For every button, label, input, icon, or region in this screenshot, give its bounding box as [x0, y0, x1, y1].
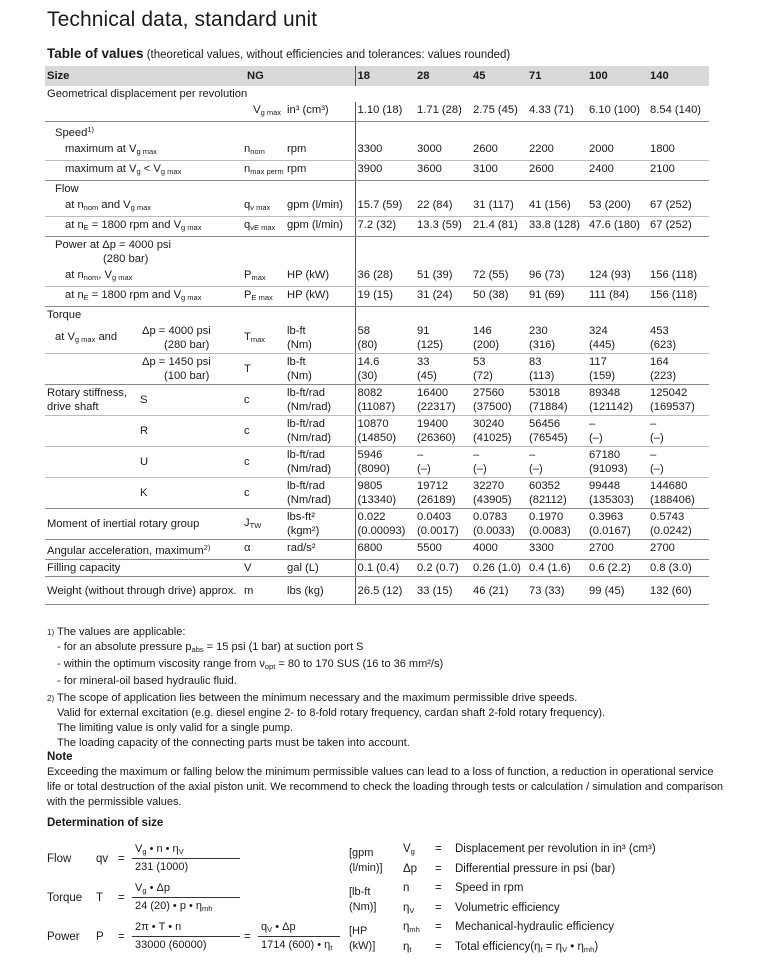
footnote-1-line: - within the optimum viscosity range from $\nu_{opt} = 80$ to 170 SUS (16 to 36 mm²/s): [57, 658, 444, 671]
table-row: [45, 307, 709, 324]
table-row: [45, 323, 709, 354]
row-unit: HP (kW): [285, 287, 355, 307]
power-equals-2: =: [244, 931, 251, 943]
table-row: [45, 416, 709, 447]
legend-symbol: Δp: [403, 862, 418, 875]
table-row: [45, 540, 709, 560]
speed-cell: 3300: [355, 141, 415, 161]
legend-symbol: $\eta_{mh}$: [403, 921, 420, 934]
table-row: [45, 102, 709, 122]
row-symbol: $n_{max perm}$: [242, 161, 285, 181]
table-row: [45, 447, 709, 478]
footnote-1-number: 1): [47, 628, 55, 637]
stiff-cell: – (–): [648, 416, 709, 447]
power-unit-2: (kW)]: [349, 940, 376, 952]
power-label: Power: [47, 931, 80, 943]
table-row: [45, 141, 709, 161]
legend-text: Differential pressure in psi (bar): [455, 862, 616, 875]
flow2-cell: 21.4 (81): [471, 217, 527, 237]
disp-cell: 6.10 (100): [587, 102, 648, 122]
stiff-cell: 10870 (14850): [355, 416, 415, 447]
empty: [355, 181, 709, 198]
footnote-2-line: The limiting value is only valid for a single pump.: [57, 722, 294, 734]
torque1-cell: 453 (623): [648, 323, 709, 354]
legend-text: Speed in rpm: [455, 882, 524, 894]
flow-equals: =: [118, 853, 125, 865]
table-row: [45, 217, 709, 237]
power-fraction-1: [132, 921, 240, 951]
page-title: Technical data, standard unit: [47, 8, 318, 31]
accel-cell: 2700: [648, 540, 709, 560]
legend-symbol: $\eta_t$: [403, 940, 412, 954]
header-size-col: 100: [587, 66, 648, 86]
header-size: Size: [45, 66, 242, 86]
table-row: [45, 122, 709, 142]
flow1-cell: 22 (84): [415, 197, 471, 217]
torque1-cell: 324 (445): [587, 323, 648, 354]
power-fraction-2: [258, 921, 340, 952]
table-row: [45, 197, 709, 217]
shaft-letter: R: [130, 416, 242, 447]
stiff-cell: 19400 (26360): [415, 416, 471, 447]
stiff-cell: – (–): [527, 447, 587, 478]
row-symbol: α: [242, 540, 285, 560]
power1-cell: 72 (55): [471, 267, 527, 287]
row-label: [45, 447, 130, 478]
stiff-cell: 125042 (169537): [648, 385, 709, 416]
speed-cell: 2000: [587, 141, 648, 161]
header-size-col: 45: [471, 66, 527, 86]
subtitle-bold: Table of values: [47, 46, 144, 61]
torque1-cell: 58 (80): [355, 323, 415, 354]
torque-label: Torque: [47, 892, 83, 904]
legend-item: n = Speed in rpm: [403, 882, 524, 894]
weight-cell: 132 (60): [648, 577, 709, 605]
row-label: at $n_E = 1800$ rpm and $V_{g max}$: [45, 287, 242, 307]
subtitle-note: (theoretical values, without efficiencies and tolerances: values rounded): [143, 49, 511, 61]
row-unit: lb-ft (Nm): [285, 323, 355, 354]
values-table: [45, 66, 709, 605]
row-unit: HP (kW): [285, 267, 355, 287]
power-denominator-2: 1714 (600) • $\eta_t$: [261, 939, 333, 952]
stiff-cell: 8082 (11087): [355, 385, 415, 416]
disp-cell: 4.33 (71): [527, 102, 587, 122]
stiff-cell: 16400 (22317): [415, 385, 471, 416]
accel-cell: 3300: [527, 540, 587, 560]
power2-cell: 156 (118): [648, 287, 709, 307]
fill-cell: 0.1 (0.4): [355, 560, 415, 577]
stiff-cell: 30240 (41025): [471, 416, 527, 447]
row-label: Rotary stiffness, drive shaft: [45, 385, 130, 416]
speed-cell: 2600: [471, 141, 527, 161]
row-label: Angular acceleration, maximum$^{2)}$: [45, 540, 242, 560]
power1-cell: 96 (73): [527, 267, 587, 287]
shaft-letter: U: [130, 447, 242, 478]
fraction-bar: [132, 858, 240, 859]
inertia-cell: 0.0403 (0.0017): [415, 509, 471, 540]
torque2-cell: 14.6 (30): [355, 354, 415, 385]
header-size-col: 140: [648, 66, 709, 86]
stiff-cell: 32270 (43905): [471, 478, 527, 509]
power2-cell: 19 (15): [355, 287, 415, 307]
row-unit: lb-ft/rad (Nm/rad): [285, 478, 355, 509]
row-unit: lbs-ft² (kgm²): [285, 509, 355, 540]
row-label: Δp = 4000 psi (280 bar): [130, 323, 242, 354]
table-row: [45, 385, 709, 416]
stiff-cell: 99448 (135303): [587, 478, 648, 509]
speed2-cell: 2600: [527, 161, 587, 181]
footnote-2-line: The scope of application lies between the minimum necessary and the maximum permissible drive speeds.: [57, 692, 578, 704]
stiff-cell: – (–): [648, 447, 709, 478]
speed-cell: 3000: [415, 141, 471, 161]
row-label: Weight (without through drive) approx.: [45, 577, 242, 605]
flow-denominator: 231 (1000): [135, 861, 189, 873]
torque2-cell: 33 (45): [415, 354, 471, 385]
footnote-2: [47, 691, 605, 751]
inertia-cell: 0.3963 (0.0167): [587, 509, 648, 540]
flow-numerator: $V_g$ • n • $\eta_V$: [135, 843, 184, 856]
fill-cell: 0.6 (2.2): [587, 560, 648, 577]
speed-cell: 2200: [527, 141, 587, 161]
fraction-bar: [258, 936, 340, 937]
weight-cell: 33 (15): [415, 577, 471, 605]
table-row: [45, 237, 709, 268]
flow2-cell: 13.3 (59): [415, 217, 471, 237]
row-symbol: T: [242, 354, 285, 385]
empty: [355, 122, 709, 142]
power-denominator-1: 33000 (60000): [135, 939, 207, 951]
stiff-cell: 5946 (8090): [355, 447, 415, 478]
row-unit: in³ (cm³): [285, 102, 355, 122]
torque-unit-2: (Nm)]: [349, 901, 377, 913]
table-row: [45, 560, 709, 577]
row-unit: gpm (l/min): [285, 197, 355, 217]
fill-cell: 0.8 (3.0): [648, 560, 709, 577]
flow1-cell: 53 (200): [587, 197, 648, 217]
table-row: [45, 161, 709, 181]
table-row: [45, 181, 709, 198]
row-label: [45, 354, 130, 385]
table-row: [45, 86, 709, 102]
row-label: [45, 416, 130, 447]
torque1-cell: 230 (316): [527, 323, 587, 354]
weight-cell: 73 (33): [527, 577, 587, 605]
table-row: [45, 577, 709, 605]
row-unit: lb-ft/rad (Nm/rad): [285, 447, 355, 478]
legend-symbol: $\eta_V$: [403, 901, 415, 915]
inertia-cell: 0.022 (0.00093): [355, 509, 415, 540]
power-equals: =: [118, 931, 125, 943]
accel-cell: 6800: [355, 540, 415, 560]
inertia-cell: 0.5743 (0.0242): [648, 509, 709, 540]
row-unit: rpm: [285, 161, 355, 181]
footnote-1-line: - for an absolute pressure $p_{abs} = 15$ psi (1 bar) at suction port S: [57, 641, 364, 654]
power1-cell: 156 (118): [648, 267, 709, 287]
speed2-cell: 2100: [648, 161, 709, 181]
power2-cell: 50 (38): [471, 287, 527, 307]
row-symbol: c: [242, 385, 285, 416]
row-symbol: c: [242, 478, 285, 509]
speed2-cell: 3100: [471, 161, 527, 181]
header-size-col: 28: [415, 66, 471, 86]
row-symbol: $P_{E max}$: [242, 287, 285, 307]
power1-cell: 51 (39): [415, 267, 471, 287]
header-size-col: 71: [527, 66, 587, 86]
stiff-cell: 53018 (71884): [527, 385, 587, 416]
shaft-letter: S: [130, 385, 242, 416]
row-unit: lb-ft/rad (Nm/rad): [285, 385, 355, 416]
disp-cell: 2.75 (45): [471, 102, 527, 122]
flow-unit: [349, 846, 383, 876]
flow2-cell: 67 (252): [648, 217, 709, 237]
row-symbol: $n_{nom}$: [242, 141, 285, 161]
row-symbol: $J_{TW}$: [242, 509, 285, 540]
footnote-2-line: Valid for external excitation (e.g. diesel engine 2- to 8-fold rotary frequency, cardan shaft 2-fold rotary frequency).: [57, 707, 606, 719]
power2-cell: 111 (84): [587, 287, 648, 307]
row-symbol: $q_{v max}$: [242, 197, 285, 217]
inertia-cell: 0.1970 (0.0083): [527, 509, 587, 540]
row-label: at $n_{nom}$ and $V_{g max}$: [45, 197, 242, 217]
torque-numerator: $V_g$ • Δp: [135, 882, 170, 895]
flow-unit-2: (l/min)]: [349, 862, 383, 874]
flow-label: Flow: [47, 853, 72, 865]
row-unit: rad/s²: [285, 540, 355, 560]
fill-cell: 0.2 (0.7): [415, 560, 471, 577]
legend-text: Volumetric efficiency: [455, 901, 560, 914]
torque-unit: [349, 885, 377, 915]
header-row: [45, 66, 709, 86]
header-ng: NG: [242, 66, 355, 86]
legend-text: Total $efficiency(\eta_t = \eta_V$ • $\eta_{mh}$): [455, 940, 599, 954]
torque-equals: =: [118, 892, 125, 904]
flow-symbol: qv: [96, 853, 109, 865]
row-label: maximum at $V_{g max}$: [45, 141, 242, 161]
torque2-cell: 53 (72): [471, 354, 527, 385]
footnote-1-head: The values are applicable:: [57, 626, 186, 638]
empty: [355, 307, 709, 324]
stiff-cell: 67180 (91093): [587, 447, 648, 478]
torque2-cell: 83 (113): [527, 354, 587, 385]
stiff-cell: 27560 (37500): [471, 385, 527, 416]
speed-cell: 1800: [648, 141, 709, 161]
power1-cell: 124 (93): [587, 267, 648, 287]
row-label: at $V_{g max}$ and: [45, 323, 130, 354]
power-numerator-1: 2π • T • n: [135, 921, 182, 933]
accel-cell: 5500: [415, 540, 471, 560]
torque-fraction: [132, 882, 240, 913]
stiff-cell: 144680 (188406): [648, 478, 709, 509]
table-row: [45, 287, 709, 307]
flow-unit-1: [gpm: [349, 847, 374, 859]
fill-cell: 0.4 (1.6): [527, 560, 587, 577]
power-unit: [349, 924, 375, 954]
speed2-cell: 3600: [415, 161, 471, 181]
footnote-2-number: 2): [47, 694, 55, 703]
weight-cell: 46 (21): [471, 577, 527, 605]
table-row: [45, 478, 709, 509]
row-label: Speed$^{1)}$: [55, 125, 95, 139]
inertia-cell: 0.0783 (0.0033): [471, 509, 527, 540]
power2-cell: 31 (24): [415, 287, 471, 307]
disp-cell: 1.71 (28): [415, 102, 471, 122]
power2-cell: 91 (69): [527, 287, 587, 307]
table-row: [45, 509, 709, 540]
accel-cell: 4000: [471, 540, 527, 560]
footnote-1-line: - for mineral-oil based hydraulic fluid.: [57, 675, 237, 687]
row-symbol: $V_{g max}$: [242, 102, 285, 122]
legend-item: $\eta_{mh}$ = Mechanical-hydraulic efficiency: [403, 921, 614, 934]
row-unit: gal (L): [285, 560, 355, 577]
legend-item: $V_g$ = Displacement per revolution in in³ (cm³): [403, 843, 656, 856]
legend-text: Mechanical-hydraulic efficiency: [455, 921, 614, 933]
row-label: maximum at $V_g < V_{g max}$: [45, 161, 242, 181]
flow1-cell: 31 (117): [471, 197, 527, 217]
flow-fraction: [132, 843, 240, 873]
row-symbol: c: [242, 447, 285, 478]
row-label: Torque: [47, 309, 82, 321]
torque1-cell: 146 (200): [471, 323, 527, 354]
accel-cell: 2700: [587, 540, 648, 560]
note-heading: Note: [47, 751, 73, 763]
legend-item: Δp = Differential pressure in psi (bar): [403, 862, 616, 875]
flow1-cell: 15.7 (59): [355, 197, 415, 217]
footnote-2-line: The loading capacity of the connecting parts must be taken into account.: [57, 737, 410, 749]
row-symbol: V: [242, 560, 285, 577]
row-unit: lb-ft/rad (Nm/rad): [285, 416, 355, 447]
stiff-cell: 89348 (121142): [587, 385, 648, 416]
row-label: Δp = 1450 psi (100 bar): [130, 354, 242, 385]
legend-symbol: $V_g$: [403, 843, 415, 856]
flow2-cell: 47.6 (180): [587, 217, 648, 237]
table-subtitle: [47, 46, 510, 61]
torque-unit-1: [lb-ft: [349, 886, 371, 898]
table-row: [45, 267, 709, 287]
power-numerator-2: $q_V$ • Δp: [261, 921, 296, 934]
torque2-cell: 117 (159): [587, 354, 648, 385]
torque-denominator: 24 (20) • p • $\eta_{mh}$: [135, 900, 213, 913]
row-unit: lbs (kg): [285, 577, 355, 605]
legend-item: $\eta_t$ = Total $efficiency(\eta_t = \eta_V$ • $\eta_{mh}$): [403, 940, 599, 954]
row-symbol: $P_{max}$: [242, 267, 285, 287]
empty: [355, 237, 709, 268]
stiff-cell: 60352 (82112): [527, 478, 587, 509]
row-symbol: m: [242, 577, 285, 605]
weight-cell: 99 (45): [587, 577, 648, 605]
speed2-cell: 3900: [355, 161, 415, 181]
stiff-cell: 56456 (76545): [527, 416, 587, 447]
torque2-cell: 164 (223): [648, 354, 709, 385]
row-symbol: $T_{max}$: [242, 323, 285, 354]
stiff-cell: – (–): [587, 416, 648, 447]
row-label: [45, 102, 242, 122]
flow1-cell: 41 (156): [527, 197, 587, 217]
shaft-letter: K: [130, 478, 242, 509]
torque-symbol: T: [96, 892, 104, 904]
row-label: Flow: [55, 183, 79, 195]
stiff-cell: 9805 (13340): [355, 478, 415, 509]
row-label: Moment of inertial rotary group: [45, 509, 242, 540]
flow2-cell: 33.8 (128): [527, 217, 587, 237]
table-row: [45, 354, 709, 385]
power-symbol: P: [96, 931, 104, 943]
fraction-bar: [132, 936, 240, 937]
speed2-cell: 2400: [587, 161, 648, 181]
stiff-cell: – (–): [471, 447, 527, 478]
row-unit: lb-ft (Nm): [285, 354, 355, 385]
footnote-1: [47, 625, 443, 689]
stiff-cell: – (–): [415, 447, 471, 478]
legend-text: Displacement per revolution in in³ (cm³): [455, 843, 656, 855]
row-label: at $n_E = 1800$ rpm and $V_{g max}$: [45, 217, 242, 237]
disp-cell: 8.54 (140): [648, 102, 709, 122]
determination-heading: Determination of size: [47, 817, 164, 829]
row-label: Geometrical displacement per revolution: [47, 88, 248, 100]
row-symbol: $q_{vE max}$: [242, 217, 285, 237]
disp-cell: 1.10 (18): [355, 102, 415, 122]
row-label: at $n_{nom}$, $V_{g max}$: [45, 267, 242, 287]
row-label: [45, 478, 130, 509]
torque1-cell: 91 (125): [415, 323, 471, 354]
header-size-col: 18: [355, 66, 415, 86]
legend: [403, 843, 733, 960]
row-label: Filling capacity: [45, 560, 242, 577]
row-unit: gpm (l/min): [285, 217, 355, 237]
flow1-cell: 67 (252): [648, 197, 709, 217]
flow2-cell: 7.2 (32): [355, 217, 415, 237]
row-unit: rpm: [285, 141, 355, 161]
fraction-bar: [132, 897, 240, 898]
stiff-cell: 19712 (26189): [415, 478, 471, 509]
weight-cell: 26.5 (12): [355, 577, 415, 605]
row-label: Power at Δp = 4000 psi (280 bar): [55, 239, 171, 265]
note-text: Exceeding the maximum or falling below the minimum permissible values can lead to a loss of function, a reduction in operational service life or total destruction of the axial piston unit. We recommend to check the loading through tests or calculation / simulation and comparison with the permissible values.: [47, 766, 724, 808]
row-symbol: c: [242, 416, 285, 447]
legend-symbol: n: [403, 882, 410, 894]
power-unit-1: [HP: [349, 925, 368, 937]
power1-cell: 36 (28): [355, 267, 415, 287]
fill-cell: 0.26 (1.0): [471, 560, 527, 577]
legend-item: $\eta_V$ = Volumetric efficiency: [403, 901, 560, 915]
